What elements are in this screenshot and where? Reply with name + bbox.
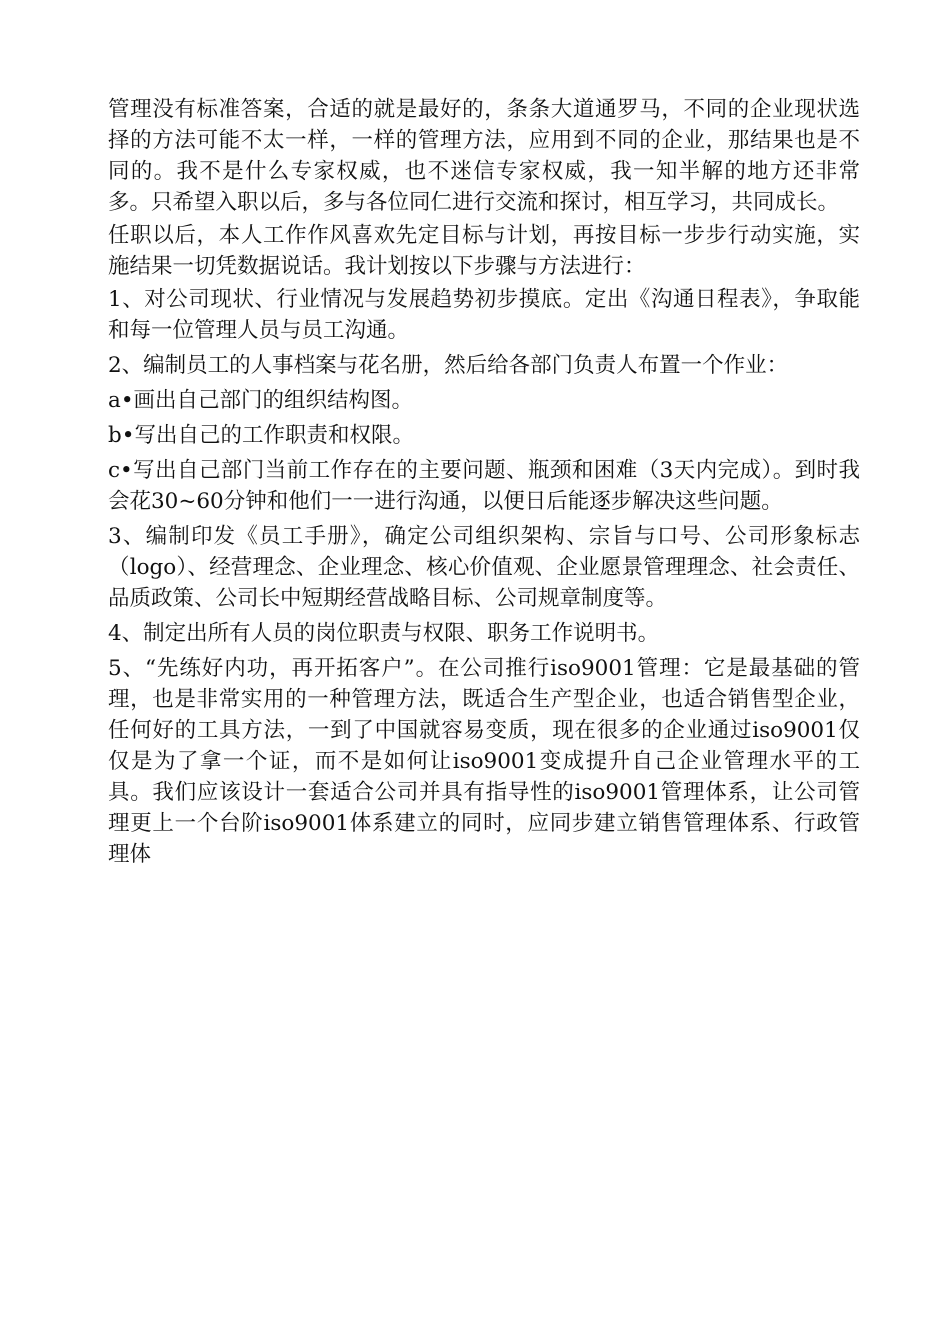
step-2a-paragraph: a•画出自己部门的组织结构图。 <box>108 388 414 413</box>
step-2c-paragraph: c•写出自己部门当前工作存在的主要问题、瓶颈和困难（3天内完成）。到时我会花30~60分钟和他们一一进行沟通，以便日后能逐步解决这些问题。 <box>108 458 860 514</box>
step-2b-paragraph: b•写出自己的工作职责和权限。 <box>108 423 414 448</box>
step-4-paragraph: 4、制定出所有人员的岗位职责与权限、职务工作说明书。 <box>108 621 660 646</box>
step-5-paragraph: 5、“先练好内功，再开拓客户”。在公司推行iso9001管理：它是最基础的管理，也是非常实用的一种管理方法，既适合生产型企业，也适合销售型企业，任何好的工具方法，一到了中国就容易变质，现在很多的企业通过iso9001仅仅是为了拿一个证，而不是如何让iso9001变成提升自己企业管理水平的工具。我们应该设计一套适合公司并具有指导性的iso9001管理体系，让公司管理更上一个台阶iso9001体系建立的同时，应同步建立销售管理体系、行政管理体 <box>108 656 860 867</box>
step-3-paragraph: 3、编制印发《员工手册》，确定公司组织架构、宗旨与口号、公司形象标志（logo）、经营理念、企业理念、核心价值观、企业愿景管理理念、社会责任、品质政策、公司长中短期经营战略目标、公司规章制度等。 <box>108 524 860 611</box>
work-style-paragraph: 任职以后，本人工作作风喜欢先定目标与计划，再按目标一步步行动实施，实施结果一切凭数据说话。我计划按以下步骤与方法进行： <box>108 223 860 279</box>
step-1-paragraph: 1、对公司现状、行业情况与发展趋势初步摸底。定出《沟通日程表》，争取能和每一位管理人员与员工沟通。 <box>108 287 860 343</box>
intro-paragraph: 管理没有标准答案，合适的就是最好的，条条大道通罗马，不同的企业现状选择的方法可能不太一样，一样的管理方法，应用到不同的企业，那结果也是不同的。我不是什么专家权威，也不迷信专家权威，我一知半解的地方还非常多。只希望入职以后，多与各位同仁进行交流和探讨，相互学习，共同成长。 <box>108 97 860 215</box>
step-2-paragraph: 2、编制员工的人事档案与花名册，然后给各部门负责人布置一个作业： <box>108 353 789 378</box>
document-body <box>108 94 860 874</box>
